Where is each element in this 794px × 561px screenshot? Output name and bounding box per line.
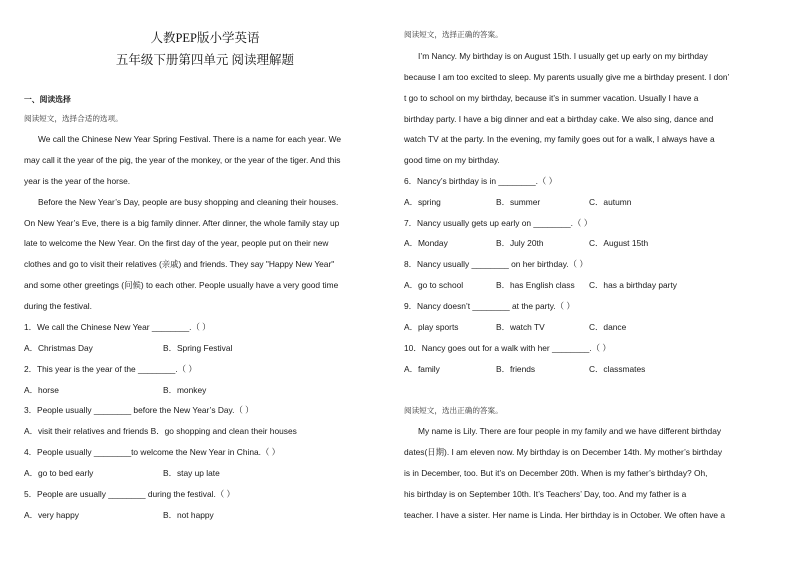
document-subtitle: 五年级下册第四单元 阅读理解题	[115, 53, 295, 67]
passage-line: because I am too excited to sleep. My parents usually give me a birthday present. I don’	[404, 72, 730, 82]
passage-line: may call it the year of the pig, the year of the monkey, or the year of the tiger. And this	[24, 155, 341, 165]
q1-option-a: A．Christmas Day	[24, 343, 93, 353]
question-8: 8．Nancy usually ________ on her birthday.（ ）	[404, 259, 588, 269]
passage-line: t go to school on my birthday, because it’s in summer vacation. Usually I have a	[404, 93, 699, 103]
passage-line: year is the year of the horse.	[24, 176, 131, 186]
q2-option-b: B．monkey	[163, 385, 207, 395]
q5-option-a: A．very happy	[24, 510, 79, 520]
q6-option-a: A．spring	[404, 197, 441, 207]
q9-option-a: A．play sports	[404, 322, 459, 332]
passage-line: birthday party. I have a big dinner and eat a birthday cake. We also sing, dance and	[404, 114, 714, 124]
instruction: 阅读短文，选择正确的答案。	[404, 30, 503, 39]
passage-line: My name is Lily. There are four people in my family and we have different birthday	[418, 426, 722, 436]
question-5: 5．People are usually ________ during the festival.（ ）	[24, 489, 235, 499]
q6-option-b: B．summer	[496, 197, 541, 207]
q1-option-b: B．Spring Festival	[163, 343, 233, 353]
passage-line: late to welcome the New Year. On the first day of the year, people put on their new	[24, 238, 329, 248]
q6-option-c: C．autumn	[589, 197, 632, 207]
question-3: 3．People usually ________ before the New Year’s Day.（ ）	[24, 405, 254, 415]
q3-options: A．visit their relatives and friends B．go shopping and clean their houses	[24, 426, 297, 436]
q10-option-b: B．friends	[496, 364, 536, 374]
passage-line: Before the New Year’s Day, people are busy shopping and cleaning their houses.	[38, 197, 339, 207]
passage-line: On New Year’s Eve, there is a big family dinner. After dinner, the whole family stay up	[24, 218, 340, 228]
q9-option-c: C．dance	[589, 322, 627, 332]
passage-line: We call the Chinese New Year Spring Festival. There is a name for each year. We	[38, 134, 342, 144]
passage-line: and some other greetings (问候) to each other. People usually have a very good time	[24, 280, 339, 290]
question-6: 6．Nancy’s birthday is in ________.（ ）	[404, 176, 558, 186]
question-4: 4．People usually ________to welcome the New Year in China.（ ）	[24, 447, 281, 457]
passage-line: I’m Nancy. My birthday is on August 15th. I usually get up early on my birthday	[418, 51, 708, 61]
q5-option-b: B．not happy	[163, 510, 214, 520]
q8-option-a: A．go to school	[404, 280, 464, 290]
section-heading: 一、阅读选择	[24, 95, 71, 104]
document-title: 人教PEP版小学英语	[150, 31, 260, 45]
passage-line: good time on my birthday.	[404, 155, 500, 165]
q10-option-a: A．family	[404, 364, 440, 374]
q7-option-b: B．July 20th	[496, 238, 544, 248]
q7-option-c: C．August 15th	[589, 238, 649, 248]
passage-line: watch TV at the party. In the evening, my family goes out for a walk, I always have a	[404, 134, 715, 144]
question-9: 9．Nancy doesn’t ________ at the party.（ ）	[404, 301, 575, 311]
passage-line: clothes and go to visit their relatives (亲戚) and friends. They say "Happy New Year"	[24, 259, 335, 269]
q7-option-a: A．Monday	[404, 238, 448, 248]
q8-option-b: B．has English class	[496, 280, 575, 290]
passage-line: dates(日期). I am eleven now. My birthday is on December 14th. My mother’s birthday	[404, 447, 723, 457]
q9-option-b: B．watch TV	[496, 322, 545, 332]
question-2: 2．This year is the year of the ________.（ ）	[24, 364, 197, 374]
q4-option-b: B．stay up late	[163, 468, 220, 478]
passage-line: during the festival.	[24, 301, 92, 311]
q2-option-a: A．horse	[24, 385, 59, 395]
question-10: 10．Nancy goes out for a walk with her ________.（ ）	[404, 343, 611, 353]
passage-line: is in December, too. But it’s on December 20th. When is my father’s birthday? Oh,	[404, 468, 708, 478]
instruction: 阅读短文，选择合适的选项。	[24, 114, 123, 123]
question-1: 1．We call the Chinese New Year ________.（ ）	[24, 322, 211, 332]
passage-line: teacher. I have a sister. Her name is Linda. Her birthday is in October. We often have a	[404, 510, 726, 520]
q8-option-c: C．has a birthday party	[589, 280, 677, 290]
question-7: 7．Nancy usually gets up early on ________.（ ）	[404, 218, 593, 228]
passage-line: his birthday is on September 10th. It’s Teachers’ Day, too. And my father is a	[404, 489, 687, 499]
instruction: 阅读短文，选出正确的答案。	[404, 406, 503, 415]
q4-option-a: A．go to bed early	[24, 468, 94, 478]
q10-option-c: C．classmates	[589, 364, 646, 374]
